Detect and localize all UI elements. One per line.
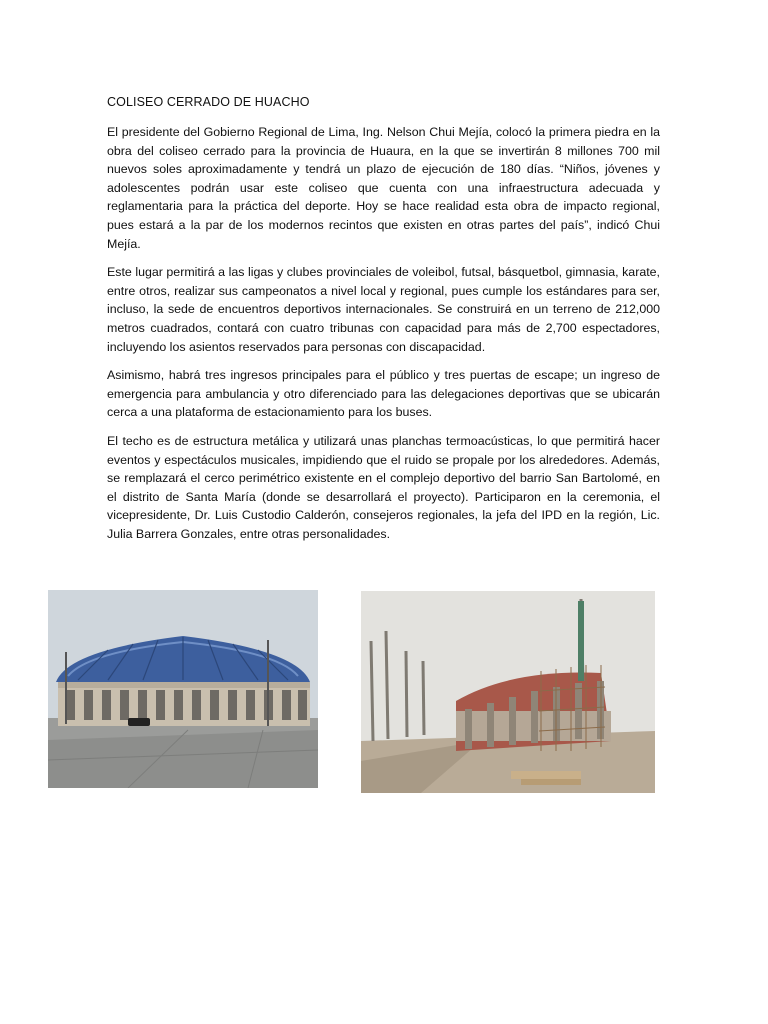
article-body [107,93,660,553]
timber-pile [511,771,581,779]
paragraph-1: El presidente del Gobierno Regional de Lima, Ing. Nelson Chui Mejía, colocó la primera piedra en la obra del coliseo cerrado para la provincia de Huaura, en la que se invertirán 8 millones 700 mil nuevos soles aproximadamente y tendrá un plazo de ejecución de 180 días. “Niños, jóvenes y adolescentes podrán usar este coliseo que cuenta con una infraestructura adecuada y reglamentaria para la práctica del deporte. Hoy se hace realidad esta obra de impacto regional, pues estará a la par de los modernos recintos que existen en otras partes del país”, indicó Chui Mejía. [107,125,660,251]
paragraph-3: Asimismo, habrá tres ingresos principales para el público y tres puertas de escape; un ingreso de emergencia para ambulancia y otro diferenciado para las delegaciones deportivas que se ubicarán cerca a una plataforma de estacionamiento para los buses. [107,368,660,420]
paragraph-2: Este lugar permitirá a las ligas y clubes provinciales de voleibol, futsal, básquetbol, gimnasia, karate, entre otros, realizar sus campeonatos a nivel local y regional, pues cumple los estándares para ser, incluso, la sede de encuentros deportivos internacionales. Se construirá en un terreno de 212,000 metros cuadrados, contará con cuatro tribunas con capacidad para más de 2,700 espectadores, incluyendo los asientos reservados para personas con discapacidad. [107,265,660,354]
document-title: COLISEO CERRADO DE HUACHO [107,95,310,109]
paragraph-4: El techo es de estructura metálica y utilizará unas planchas termoacústicas, lo que permitirá hacer eventos y espectáculos musicales, impidiendo que el ruido se propale por los alrededores. Además, se remplazará el cerco perimétrico existente en el complejo deportivo del barrio San Bartolomé, en el distrito de Santa María (donde se desarrollará el proyecto). Participaron en la ceremonia, el vicepresidente, Dr. Luis Custodio Calderón, consejeros regionales, la jefa del IPD en la región, Lic. Julia Barrera Gonzales, entre otras personalidades. [107,433,660,541]
coliseum-illustration [48,590,318,788]
parked-car [128,718,150,726]
coliseum-photo [48,590,318,788]
crane-column [578,601,584,681]
construction-illustration [361,591,655,793]
construction-photo [361,591,655,793]
